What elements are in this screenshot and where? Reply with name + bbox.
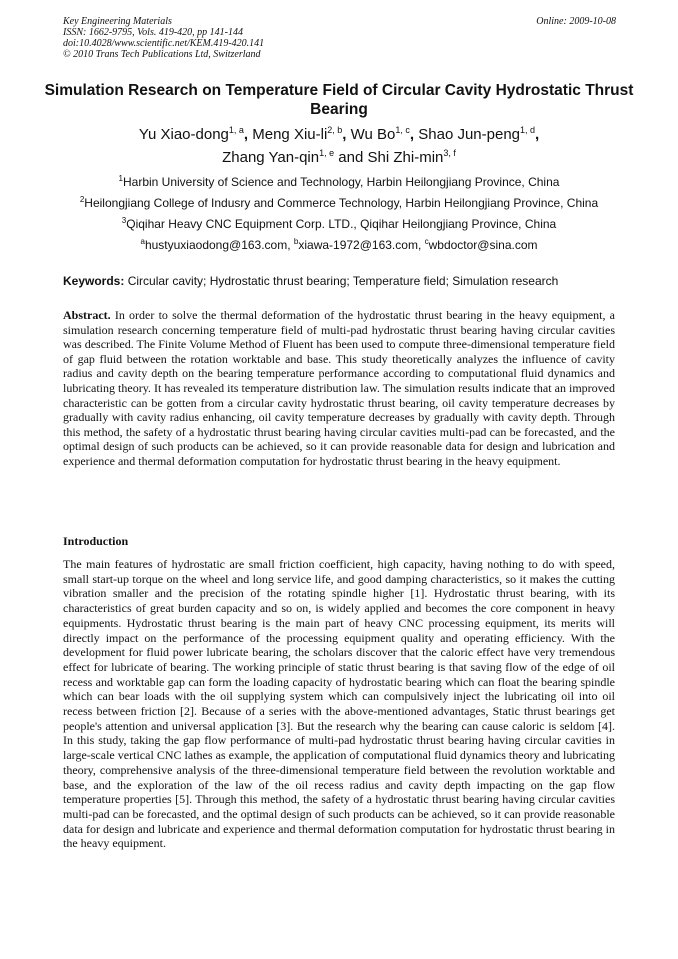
author-and: and [334, 149, 368, 166]
email-sup: c [424, 237, 429, 246]
affiliation-text: Heilongjiang College of Indusry and Commerce Technology, Harbin Heilongjiang Province, China [84, 196, 599, 210]
author-name: Meng Xiu-li [252, 126, 328, 143]
keywords-label: Keywords: [63, 274, 125, 288]
author-name: Shao Jun-peng [418, 126, 520, 143]
keywords-text: Circular cavity; Hydrostatic thrust bearing; Temperature field; Simulation research [124, 274, 559, 288]
issn-line: ISSN: 1662-9795, Vols. 419-420, pp 141-144 [63, 27, 243, 38]
author-sup: 1, c [395, 125, 410, 135]
copyright-line: © 2010 Trans Tech Publications Ltd, Switzerland [63, 49, 261, 60]
introduction-paragraph: The main features of hydrostatic are small friction coefficient, high capacity, having nothing to do with speed, small start-up torque on the wheel and long service life, and good damping characteristics, so it makes the cutting vibration smaller and the precision of the rotating spindle higher [1]. Hydrostatic thrust bearing, with its characteristics of great burden capacity and so on, is widely applied and becomes the core component in heavy equipments. Hydrostatic thrust bearing is the main part of heavy CNC processing equipment, its merits will directly impact on the performance of the processing equipment quality and operating efficiency. With the development for fluid power lubricate bearing, the scholars discover that the caloric effect have very tremendous effect for lubricate of bearing. The working principle of static thrust bearing is that saving flow of the edge of oil recess and worktable gap can form the loading capacity of hydrostatic bearing which can float the bearing spindle which can bear loads with the oil supplying system which can compulsively inject the lubricating oil into oil recess between friction [2]. Because of a series with the above-mentioned advantages, Static thrust bearings get people's attention and universal application [3]. But the research why the bearing can cause caloric is seldom [4]. In this study, taking the gap flow performance of multi-pad hydrostatic thrust bearing having circular cavities in large-scale vertical CNC lathes as example, the application of computational fluid dynamics theory and lubricating theory, comprehensive analysis of the three-dimensional temperature field between the revolution worktable and base, and the exploration of the law of the oil recess radius and cavity depth impacting on the gap flow temperature properties [5]. Through this method, the safety of a hydrostatic thrust bearing having circular cavities multi-pad can be forecasted, and the optimal design of such products can be achieved, so it can provide reasonable data for design and lubricate and experience and thermal deformation computation for hydrostatic thrust bearing in the heavy equipment. [63, 557, 615, 851]
affiliation-item [30, 214, 648, 235]
author-name: Wu Bo [350, 126, 396, 143]
email-sup: a [140, 237, 145, 246]
affiliation-sup: 3 [121, 216, 127, 225]
author-separator: , [535, 126, 540, 143]
email-sup: b [293, 237, 299, 246]
journal-header [63, 16, 616, 60]
author-sup: 3, f [443, 148, 456, 158]
doi-line[interactable]: doi:10.4028/www.scientific.net/KEM.419-420.141 [63, 38, 265, 49]
introduction-heading: Introduction [63, 534, 129, 548]
affiliation-sup: 1 [118, 174, 123, 183]
paper-title: Simulation Research on Temperature Field of Circular Cavity Hydrostatic Thrust Bearing [44, 82, 634, 118]
author-name: Shi Zhi-min [367, 149, 444, 166]
affiliation-item [30, 193, 648, 214]
email-link[interactable]: xiawa-1972@163.com, [298, 238, 425, 252]
affiliation-sup: 2 [79, 195, 85, 204]
author-name: Zhang Yan-qin [222, 149, 320, 166]
author-separator: , [342, 126, 351, 143]
email-list [30, 235, 648, 256]
author-sup: 1, e [319, 148, 335, 158]
affiliation-item [30, 172, 648, 193]
affiliation-list [30, 172, 648, 256]
email-link[interactable]: hustyuxiaodong@163.com, [144, 238, 294, 252]
author-separator: , [243, 126, 253, 143]
author-list [40, 123, 638, 169]
author-sup: 2, b [327, 125, 343, 135]
abstract-label: Abstract. [63, 308, 111, 322]
author-name: Yu Xiao-dong [138, 126, 229, 143]
abstract-paragraph [63, 308, 615, 469]
abstract-text: In order to solve the thermal deformation of the hydrostatic thrust bearing in the heavy equipment, a simulation research concerning temperature field of multi-pad hydrostatic thrust bearing having circular cavities was described. The Finite Volume Method of Fluent has been used to compute three-dimensional temperature field of gap fluid between the rotation worktable and base. This study theoretically analyzes the influence of cavity radius and cavity depth on the bearing temperature performance according to computational fluid dynamics and lubricating theory. It has revealed its temperature distribution law. The simulation results indicate that an improved characteristic can be gotten from a circular cavity hydrostatic thrust bearing, oil cavity temperature decreases by gradually with cavity radius enhancing, oil cavity temperature decreases by gradually with cavity depth. Through this method, the safety of a hydrostatic thrust bearing having circular cavities multi-pad can be forecasted, and the optimal design of such products can be achieved, so it can provide reasonable data for design and lubrication and experience and thermal deformation computation for hydrostatic thrust bearing in the heavy equipment. [63, 308, 615, 468]
email-link[interactable]: wbdoctor@sina.com [428, 238, 538, 252]
affiliation-text: Harbin University of Science and Technology, Harbin Heilongjiang Province, China [122, 175, 560, 189]
keywords-line [63, 274, 623, 288]
journal-name: Key Engineering Materials [63, 16, 172, 27]
affiliation-text: Qiqihar Heavy CNC Equipment Corp. LTD., Qiqihar Heilongjiang Province, China [126, 217, 557, 231]
author-sup: 1, a [228, 125, 244, 135]
author-sup: 1, d [520, 125, 536, 135]
author-separator: , [409, 126, 419, 143]
online-date: Online: 2009-10-08 [536, 16, 616, 27]
